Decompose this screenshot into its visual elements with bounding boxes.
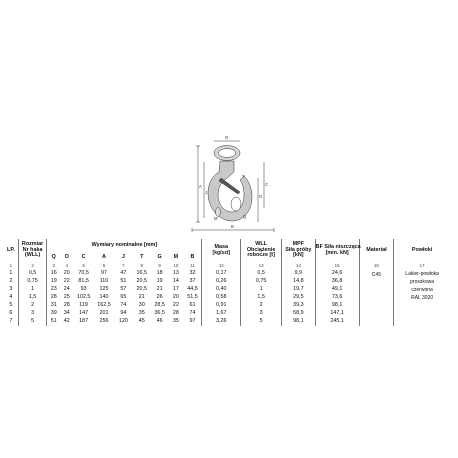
cell-mass: 1,67 [202, 310, 241, 318]
col-number: 10 [173, 262, 179, 268]
cell: 30 [138, 302, 145, 309]
cell-mpf: 9,9 [282, 270, 316, 278]
cell-bf: 98,1 [315, 302, 359, 310]
header-bf: BF Siła niszcząca [min. kN] [315, 239, 359, 262]
cell-bf: 147,1 [315, 310, 359, 318]
cell: 26 [156, 294, 163, 301]
label-J: J [205, 190, 208, 195]
col-number: 13 [241, 262, 282, 270]
cell-bf: 245,1 [315, 318, 359, 326]
cell: 162,5 [97, 302, 111, 309]
header-wll: WLL Obciążenie robocze [t] [241, 239, 282, 262]
col-number: 5 [82, 262, 85, 268]
cell: 102,5 [76, 294, 91, 301]
cell: 22 [172, 302, 179, 309]
cell: 25 [63, 294, 70, 301]
cell-size: 3 [18, 310, 47, 318]
hook-technical-drawing [178, 132, 278, 234]
cell: 17 [172, 286, 179, 293]
col-number: 14 [282, 262, 316, 270]
cell-size: 1,5 [18, 294, 47, 302]
col-number: 9 [158, 262, 161, 268]
cell: 36,5 [154, 310, 165, 317]
cell-mpf: 39,3 [282, 302, 316, 310]
dim-header: T [140, 253, 144, 260]
label-G: G [259, 194, 263, 199]
cell: 20 [172, 294, 179, 301]
cell: 28,5 [154, 302, 165, 309]
cell-wll: 1 [241, 286, 282, 294]
cell: 201 [99, 310, 109, 317]
label-A: A [199, 184, 202, 189]
safety-latch [219, 178, 240, 194]
label-B: B [231, 224, 234, 229]
dim-header: J [121, 253, 125, 260]
col-number: 4 [65, 262, 68, 268]
cell-wll: 5 [241, 318, 282, 326]
cell: 97 [189, 318, 196, 325]
table-row [4, 270, 450, 278]
cell: 74 [120, 302, 127, 309]
cell-mass: 0,91 [202, 302, 241, 310]
dim-header: G [157, 253, 162, 260]
cell: 147 [79, 310, 89, 317]
cell: 110 [99, 278, 109, 285]
header-lp: LP. [7, 246, 15, 253]
cell-mass: 0,40 [202, 286, 241, 294]
cell-lp: 1 [9, 270, 13, 277]
cell: 19 [156, 278, 163, 285]
cell: 119 [79, 302, 88, 309]
cell: 256 [99, 318, 109, 325]
cell: 94 [120, 310, 127, 317]
cell: 13 [172, 270, 179, 277]
cell: 70,5 [78, 270, 89, 277]
header-mass: Masa [kg/szt] [202, 239, 241, 262]
cell-lp: 2 [9, 278, 13, 285]
cell: 20,5 [136, 278, 147, 285]
cell-size: 0,75 [18, 278, 47, 286]
header-size: Rozmiar Nr haka (WLL) [18, 239, 47, 262]
col-number: 2 [18, 262, 47, 270]
cell-mass: 0,17 [202, 270, 241, 278]
header-coating: Powłoki [394, 239, 450, 262]
hook-body [208, 161, 252, 221]
cell: 22 [63, 278, 70, 285]
cell: 125 [99, 286, 109, 293]
cell-mpf: 58,9 [282, 310, 316, 318]
cell: 93 [80, 286, 87, 293]
cell: 120 [118, 318, 128, 325]
cell: 14 [172, 278, 179, 285]
label-O: O [225, 135, 229, 140]
header-dimensions: Wymiary nominalne [mm] [47, 239, 202, 253]
cell-wll: 3 [241, 310, 282, 318]
cell: 19 [47, 278, 60, 286]
cell: 16,5 [136, 270, 147, 277]
cell-size: 1 [18, 286, 47, 294]
cell-material: C45 [359, 270, 394, 326]
cell: 20,5 [136, 286, 147, 293]
label-M: M [214, 216, 218, 221]
col-number: 8 [140, 262, 143, 268]
cell: 51 [120, 278, 127, 285]
cell: 51 [47, 318, 60, 326]
cell: 39 [47, 310, 60, 318]
cell: 61 [189, 302, 196, 309]
cell: 65 [120, 294, 127, 301]
cell-wll: 0,75 [241, 278, 282, 286]
cell: 28 [172, 310, 179, 317]
cell: 37 [189, 278, 196, 285]
cell-mpf: 14,8 [282, 278, 316, 286]
cell: 28 [63, 302, 70, 309]
cell: 18 [156, 270, 163, 277]
cell-lp: 4 [9, 294, 13, 301]
col-number: 1 [9, 262, 13, 268]
cell-wll: 1,5 [241, 294, 282, 302]
cell-size: 0,5 [18, 270, 47, 278]
cell-bf: 73,6 [315, 294, 359, 302]
cell-wll: 2 [241, 302, 282, 310]
cell-wll: 0,5 [241, 270, 282, 278]
col-number: 12 [202, 262, 241, 270]
cell-mass: 0,26 [202, 278, 241, 286]
cell: 97 [100, 270, 107, 277]
cell: 16 [47, 270, 60, 278]
cell-lp: 3 [9, 286, 13, 293]
dim-header: A [102, 253, 106, 260]
cell: 35 [172, 318, 179, 325]
col-number: 16 [359, 262, 394, 270]
cell: 23 [47, 286, 60, 294]
col-number: 3 [47, 262, 60, 270]
cell: 47 [120, 270, 127, 277]
cell: 74 [189, 310, 196, 317]
cell: 21 [138, 294, 145, 301]
cell: 24 [63, 286, 70, 293]
cell: 21 [156, 286, 163, 293]
column-number-row [4, 262, 450, 270]
cell-mpf: 98,1 [282, 318, 316, 326]
cell: 46 [156, 318, 163, 325]
cell-coating: Lakier-powłoka proszkowa czerwona RAL 3020 [394, 270, 450, 326]
cell-bf: 49,1 [315, 286, 359, 294]
cell-mpf: 19,7 [282, 286, 316, 294]
cell-mass: 0,58 [202, 294, 241, 302]
hook-spec-table [4, 239, 450, 326]
cell-size: 2 [18, 302, 47, 310]
cell: 187 [79, 318, 89, 325]
cell: 35 [138, 310, 145, 317]
cell: 28 [47, 294, 60, 302]
cell-mass: 3,26 [202, 318, 241, 326]
cell: 31 [47, 302, 60, 310]
col-number: 6 [102, 262, 106, 268]
cell-bf: 36,8 [315, 278, 359, 286]
col-number: 11 [190, 262, 195, 268]
label-Q: Q [243, 214, 247, 219]
cell-lp: 7 [9, 318, 13, 325]
header-material: Materiał [359, 239, 394, 262]
cell-bf: 24,6 [315, 270, 359, 278]
col-number: 15 [315, 262, 359, 270]
dim-header: O [64, 253, 69, 260]
cell: 57 [120, 286, 127, 293]
col-number: 17 [394, 262, 450, 270]
dim-header: C [81, 253, 86, 260]
cell: 32 [189, 270, 196, 277]
dim-header: B [190, 253, 195, 260]
col-number: 7 [122, 262, 125, 268]
dim-header: M [173, 253, 179, 260]
cell: 20 [63, 270, 70, 277]
cell: 51,5 [187, 294, 198, 301]
cell: 42 [63, 318, 70, 325]
cell-lp: 6 [9, 310, 13, 317]
cell: 45 [138, 318, 145, 325]
cell: 140 [99, 294, 109, 301]
cell: 44,5 [187, 286, 198, 293]
cell-lp: 5 [9, 302, 13, 309]
label-T: T [242, 174, 245, 179]
cell-size: 5 [18, 318, 47, 326]
cell: 34 [63, 310, 70, 317]
dim-header: Q [47, 253, 60, 262]
cell: 81,5 [78, 278, 89, 285]
label-C: C [265, 182, 269, 187]
header-mpf: MPF Siła próby [kN] [282, 239, 316, 262]
cell-mpf: 29,5 [282, 294, 316, 302]
